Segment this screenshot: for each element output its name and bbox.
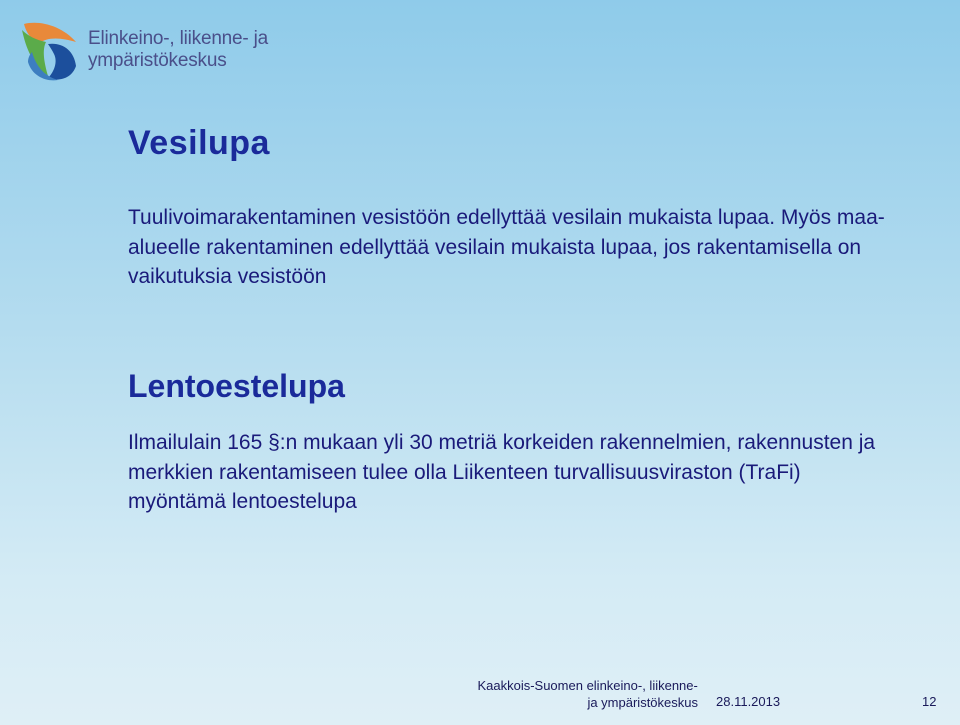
footer-date: 28.11.2013	[716, 694, 781, 709]
ely-leaf-logo-icon	[18, 16, 80, 84]
logo-line-2: ympäristökeskus	[88, 50, 227, 71]
section-body-lentoestelupa: Ilmailulain 165 §:n mukaan yli 30 metriä korkeiden rakennelmien, rakennusten ja merkkien rakentamiseen tulee olla Liikenteen turvallisuusviraston (TraFi) myöntämä lentoestelupa	[128, 431, 876, 513]
logo-text	[88, 28, 268, 72]
footer-org-line-2: ja ympäristökeskus	[587, 695, 698, 710]
section-body-vesilupa: Tuulivoimarakentaminen vesistöön edellyttää vesilain mukaista lupaa. Myös maa-alueelle rakentaminen edellyttää vesilain mukaista lupaa, jos rakentamisella on vaikutuksia vesistöön	[128, 206, 885, 288]
organization-logo	[18, 16, 268, 84]
page-number: 12	[922, 694, 937, 709]
footer-organization	[477, 677, 698, 711]
section-heading-vesilupa: Vesilupa	[128, 124, 270, 162]
logo-line-1: Elinkeino-, liikenne- ja	[88, 28, 269, 49]
section-heading-lentoestelupa: Lentoestelupa	[128, 368, 345, 404]
footer-org-line-1: Kaakkois-Suomen elinkeino-, liikenne-	[477, 678, 698, 693]
